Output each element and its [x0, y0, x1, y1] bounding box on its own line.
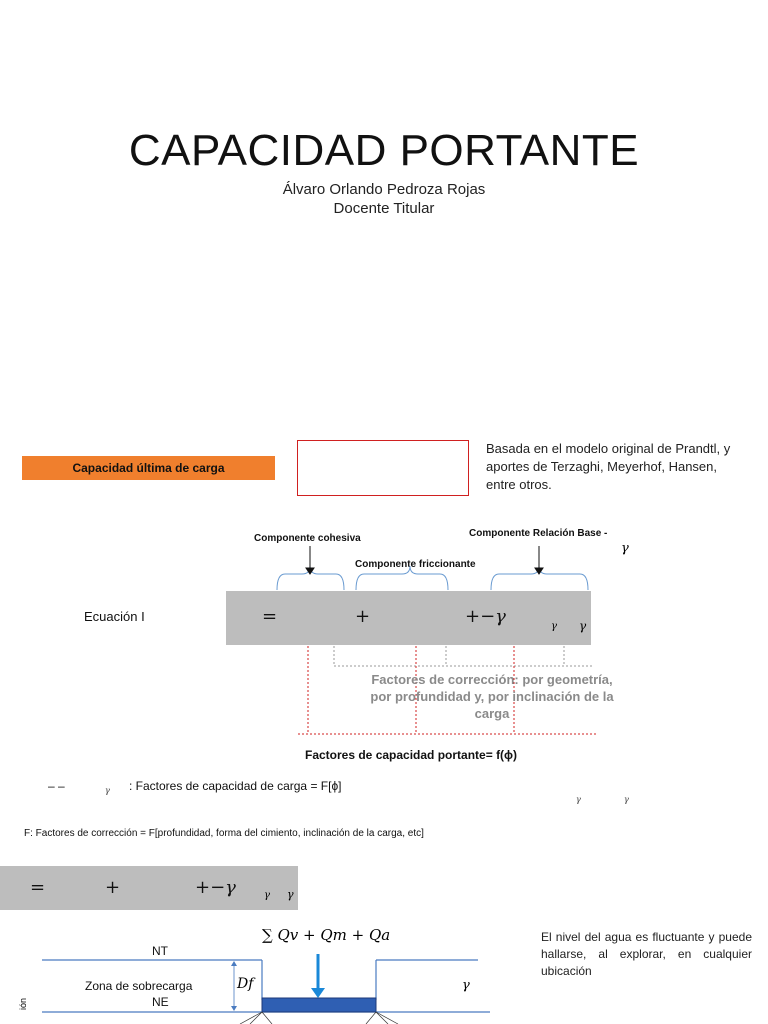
footing-block [262, 998, 376, 1012]
correction-factors-definition: F: Factores de corrección = F[profundidad, forma del cimiento, inclinación de la carga, etc] [24, 828, 424, 839]
capacity-factors-label: Factores de capacidad portante= f(ϕ) [305, 748, 518, 762]
equation-label: Ecuación I [84, 609, 145, 624]
equation-plus-minus-gamma: +−γ [465, 606, 506, 627]
nt-label: NT [152, 944, 168, 958]
right-gamma-1: γ [576, 795, 581, 804]
frictional-brace [356, 566, 448, 590]
load-sum-label: ∑ Qv + Qm + Qa [262, 926, 391, 944]
ne-label: NE [152, 995, 169, 1009]
base-relation-component-label: Componente Relación Base - [469, 528, 608, 539]
section-label: Capacidad última de carga [22, 456, 275, 480]
load-arrow [311, 988, 325, 998]
equation-gamma-sub-1: γ [551, 621, 557, 632]
equation-2-gamma-sub-2: γ [287, 888, 294, 901]
correction-factors-note: Factores de corrección: por geometría, por profundidad y, por inclinación de la carga [370, 672, 614, 721]
base-gamma-symbol: γ [621, 541, 629, 556]
page-title: CAPACIDAD PORTANTE [128, 126, 640, 175]
factor-dashes: – – [48, 779, 65, 793]
equation-plus: + [355, 606, 371, 627]
author-name: Álvaro Orlando Pedroza Rojas [282, 181, 486, 198]
equation-2-equals: = [30, 877, 46, 898]
right-gamma-2: γ [624, 795, 629, 804]
equation-equals: = [262, 606, 278, 627]
df-label: Df [237, 976, 254, 992]
equation-2-plus-minus-gamma: +−γ [195, 877, 236, 898]
equation-bar [226, 591, 591, 645]
factor-gamma-sub: γ [105, 786, 110, 795]
load-factors-definition: : Factores de capacidad de carga = F[ϕ] [129, 779, 342, 793]
author-role: Docente Titular [333, 200, 435, 217]
diagram-gamma: γ [462, 978, 470, 993]
surcharge-zone-label: Zona de sobrecarga [85, 979, 193, 993]
equation-gamma-sub-2: γ [579, 619, 587, 633]
water-level-note: El nivel del agua es fluctuante y puede hallarse, al explorar, en cualquier ubicación [541, 930, 752, 978]
equation-2-gamma-sub-1: γ [264, 890, 270, 901]
basis-note: Basada en el modelo original de Prandtl, y aportes de Terzaghi, Meyerhof, Hansen, entre otros. [486, 441, 731, 492]
frictional-component-label: Componente friccionante [355, 559, 476, 570]
equation-2-plus: + [105, 877, 121, 898]
cohesive-component-label: Componente cohesiva [254, 533, 361, 544]
diagram-side-label: ión [18, 997, 28, 1010]
